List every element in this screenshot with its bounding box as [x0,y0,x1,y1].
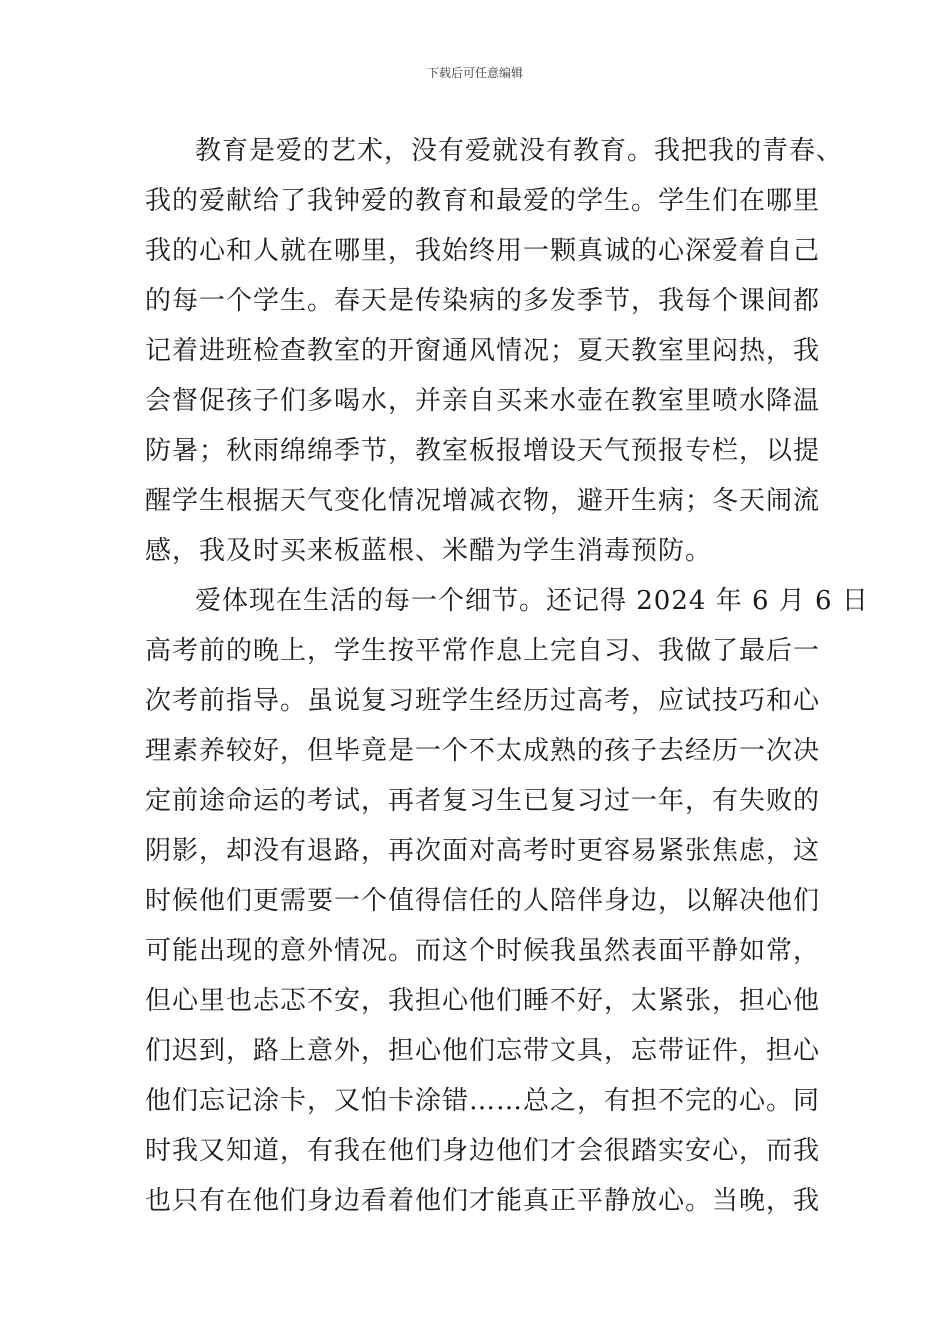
text-line: 我的心和人就在哪里，我始终用一颗真诚的心深爱着自己 [145,236,821,266]
document-body [145,126,869,1226]
text-line: 阴影，却没有退路，再次面对高考时更容易紧张焦虑，这 [145,836,821,866]
text-line: 防暑；秋雨绵绵季节，教室板报增设天气预报专栏，以提 [145,436,821,466]
text-line: 感，我及时买来板蓝根、米醋为学生消毒预防。 [145,536,713,566]
text-line: 理素养较好，但毕竟是一个不太成熟的孩子去经历一次决 [145,736,821,766]
text-line: 教育是爱的艺术，没有爱就没有教育。我把我的青春、 [195,136,844,166]
text-line: 会督促孩子们多喝水，并亲自买来水壶在教室里喷水降温 [145,386,821,416]
text-line: 可能出现的意外情况。而这个时候我虽然表面平静如常， [145,936,821,966]
text-line: 次考前指导。虽说复习班学生经历过高考，应试技巧和心 [145,686,821,716]
text-line: 记着进班检查教室的开窗通风情况；夏天教室里闷热，我 [145,336,821,366]
paragraph-2 [145,576,869,1226]
text-line: 爱体现在生活的每一个细节。还记得 2024 年 6 月 6 日 [195,586,869,616]
text-line: 时候他们更需要一个值得信任的人陪伴身边，以解决他们 [145,886,821,916]
page-header: 下载后可任意编辑 [426,66,523,80]
text-line: 但心里也忐忑不安，我担心他们睡不好，太紧张，担心他 [145,986,821,1016]
text-line: 们迟到，路上意外，担心他们忘带文具，忘带证件，担心 [145,1036,821,1066]
text-line: 我的爱献给了我钟爱的教育和最爱的学生。学生们在哪里 [145,186,821,216]
text-line: 的每一个学生。春天是传染病的多发季节，我每个课间都 [145,286,821,316]
text-line: 也只有在他们身边看着他们才能真正平静放心。当晚，我 [145,1186,821,1216]
text-line: 他们忘记涂卡，又怕卡涂错……总之，有担不完的心。同 [145,1086,821,1116]
text-line: 醒学生根据天气变化情况增减衣物，避开生病；冬天闹流 [145,486,821,516]
text-line: 定前途命运的考试，再者复习生已复习过一年，有失败的 [145,786,821,816]
text-line: 高考前的晚上，学生按平常作息上完自习、我做了最后一 [145,636,821,666]
text-line: 时我又知道，有我在他们身边他们才会很踏实安心，而我 [145,1136,821,1166]
paragraph-1 [145,126,844,576]
